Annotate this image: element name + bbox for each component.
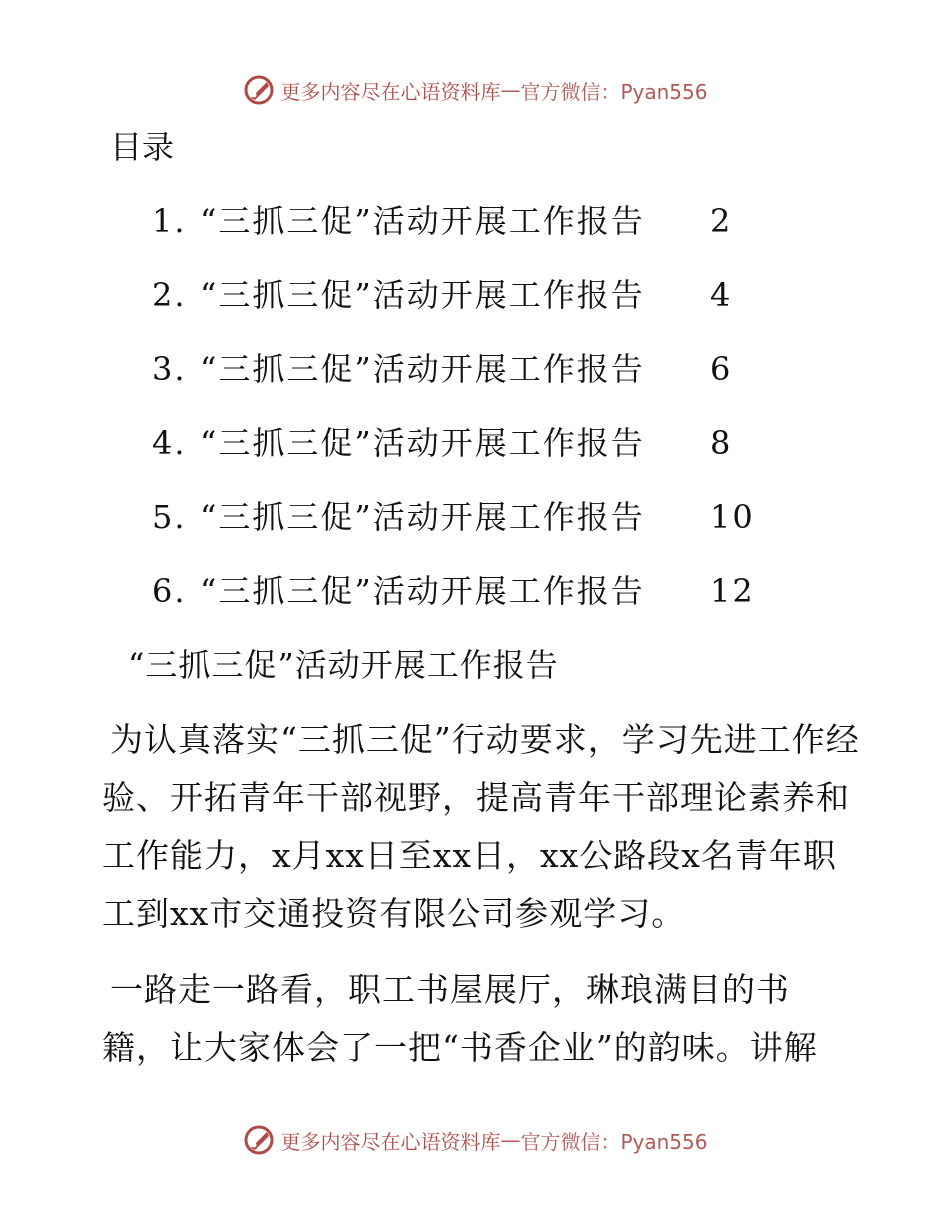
watermark-wechat: 官方微信：Pyan556 bbox=[520, 1129, 708, 1154]
watermark-brand: 更多内容尽在心语资料库 bbox=[280, 1129, 501, 1154]
toc-item-title: “三抓三促”活动开展工作报告 bbox=[200, 424, 645, 462]
watermark-separator: — bbox=[500, 1128, 521, 1152]
toc-item-page: 8 bbox=[710, 424, 733, 462]
toc-item-title: “三抓三促”活动开展工作报告 bbox=[200, 202, 645, 240]
toc-item-number: 2. bbox=[152, 276, 187, 314]
toc-item-number: 3. bbox=[152, 350, 187, 388]
toc-item-title: “三抓三促”活动开展工作报告 bbox=[200, 276, 645, 314]
toc-item[interactable] bbox=[152, 269, 790, 343]
article-paragraph-1: 为认真落实“三抓三促”行动要求，学习先进工作经验、开拓青年干部视野，提高青年干部理论素养和工作能力，x月xx日至xx日，xx公路段x名青年职工到xx市交通投资有限公司参观学习。 bbox=[102, 720, 860, 933]
watermark-separator: — bbox=[500, 78, 521, 102]
toc-item[interactable] bbox=[152, 491, 790, 565]
toc-item-title: “三抓三促”活动开展工作报告 bbox=[200, 350, 645, 388]
toc-item[interactable] bbox=[152, 417, 790, 491]
toc-item-page: 6 bbox=[710, 350, 733, 388]
toc-item-number: 4. bbox=[152, 424, 187, 462]
toc-item[interactable] bbox=[152, 565, 790, 639]
toc-item-page: 2 bbox=[710, 202, 733, 240]
article-paragraph-2-line-1: 一路走一路看，职工书屋展厅，琳琅满目的书 bbox=[110, 970, 790, 1009]
toc-heading: 目录 bbox=[110, 128, 175, 166]
table-of-contents bbox=[152, 195, 790, 639]
toc-item-page: 12 bbox=[710, 572, 755, 610]
toc-item-number: 5. bbox=[152, 498, 187, 536]
toc-item-page: 10 bbox=[710, 498, 755, 536]
toc-item-page: 4 bbox=[710, 276, 733, 314]
article-paragraph-2 bbox=[102, 961, 818, 1077]
watermark-brand: 更多内容尽在心语资料库 bbox=[280, 79, 501, 104]
toc-item-title: “三抓三促”活动开展工作报告 bbox=[200, 572, 645, 610]
toc-item-number: 6. bbox=[152, 572, 187, 610]
quill-seal-logo-icon bbox=[242, 1123, 276, 1157]
toc-item[interactable] bbox=[152, 195, 790, 269]
quill-seal-logo-icon bbox=[242, 73, 276, 107]
watermark-header bbox=[0, 68, 950, 112]
toc-item[interactable] bbox=[152, 343, 790, 417]
watermark-footer bbox=[0, 1118, 950, 1162]
toc-item-title: “三抓三促”活动开展工作报告 bbox=[200, 498, 645, 536]
toc-item-number: 1. bbox=[152, 202, 187, 240]
article-paragraph-2-line-2: 籍，让大家体会了一把“书香企业”的韵味。讲解 bbox=[102, 1028, 818, 1067]
article-title: “三抓三促”活动开展工作报告 bbox=[128, 646, 559, 684]
watermark-wechat: 官方微信：Pyan556 bbox=[520, 79, 708, 104]
